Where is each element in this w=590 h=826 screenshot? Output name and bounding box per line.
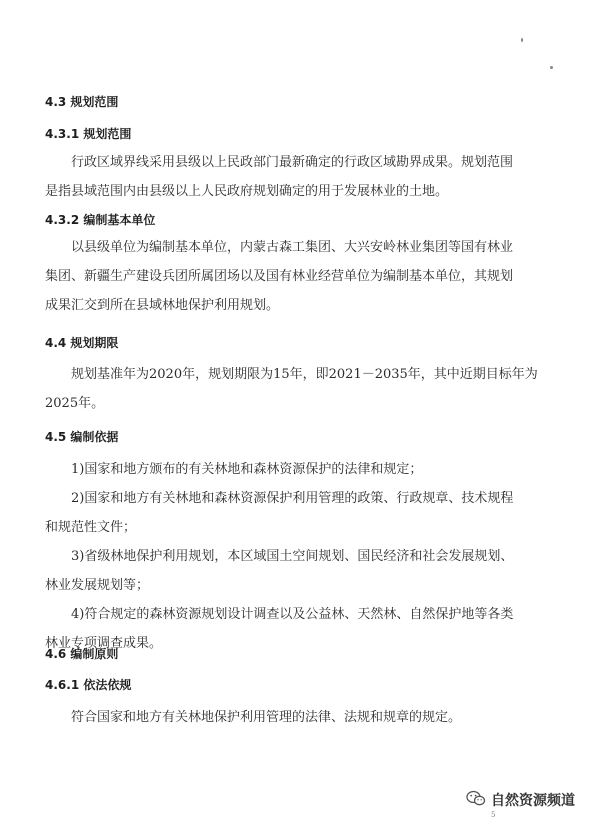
section-heading: 4.5 编制依据 [45, 430, 119, 444]
scan-speck [521, 38, 523, 42]
paragraph [45, 148, 525, 206]
page-number: 5 [491, 811, 496, 819]
section-heading: 4.6 编制原则 [45, 647, 119, 661]
list-item: 1)国家和地方颁布的有关林地和森林资源保护的法律和规定； [71, 462, 423, 477]
text-line: 是指县域范围内由县级以上人民政府规划确定的用于发展林业的土地。 [45, 184, 449, 199]
list-item-continuation: 林业发展规划等； [45, 578, 150, 593]
list [45, 455, 525, 658]
paragraph [45, 360, 538, 418]
section-heading: 4.6.1 依法依规 [45, 678, 132, 692]
text-line: 2025年。 [45, 396, 105, 411]
section-heading: 4.3.1 规划范围 [45, 127, 132, 141]
text-line: 以县级单位为编制基本单位，内蒙古森工集团、大兴安岭林业集团等国有林业 [71, 240, 514, 255]
list-item: 3)省级林地保护利用规划，本区域国土空间规划、国民经济和社会发展规划、 [71, 549, 514, 564]
watermark [466, 790, 575, 810]
wechat-icon [466, 790, 486, 811]
watermark-text: 自然资源频道 [491, 793, 575, 809]
text-line: 成果汇交到所在县域林地保护利用规划。 [45, 298, 280, 313]
list-item: 4)符合规定的森林资源规划设计调查以及公益林、天然林、自然保护地等各类 [71, 607, 514, 622]
section-heading: 4.3 规划范围 [45, 95, 119, 109]
list-item-continuation: 和规范性文件； [45, 520, 137, 535]
text-line: 集团、新疆生产建设兵团所属团场以及国有林业经营单位为编制基本单位，其规划 [45, 269, 514, 284]
text-line: 规划基准年为2020年，规划期限为15年，即2021－2035年，其中近期目标年为 [71, 367, 538, 382]
scan-speck [550, 66, 553, 69]
list-item: 2)国家和地方有关林地和森林资源保护利用管理的政策、行政规章、技术规程 [71, 491, 514, 506]
section-heading: 4.3.2 编制基本单位 [45, 213, 156, 227]
text-line: 行政区域界线采用县级以上民政部门最新确定的行政区域勘界成果。规划范围 [71, 155, 514, 170]
list-item-continuation: 林业专项调查成果。 [45, 636, 163, 651]
text-line: 符合国家和地方有关林地保护利用管理的法律、法规和规章的规定。 [71, 710, 462, 725]
paragraph [45, 703, 525, 732]
paragraph [45, 233, 525, 320]
section-heading: 4.4 规划期限 [45, 336, 119, 350]
